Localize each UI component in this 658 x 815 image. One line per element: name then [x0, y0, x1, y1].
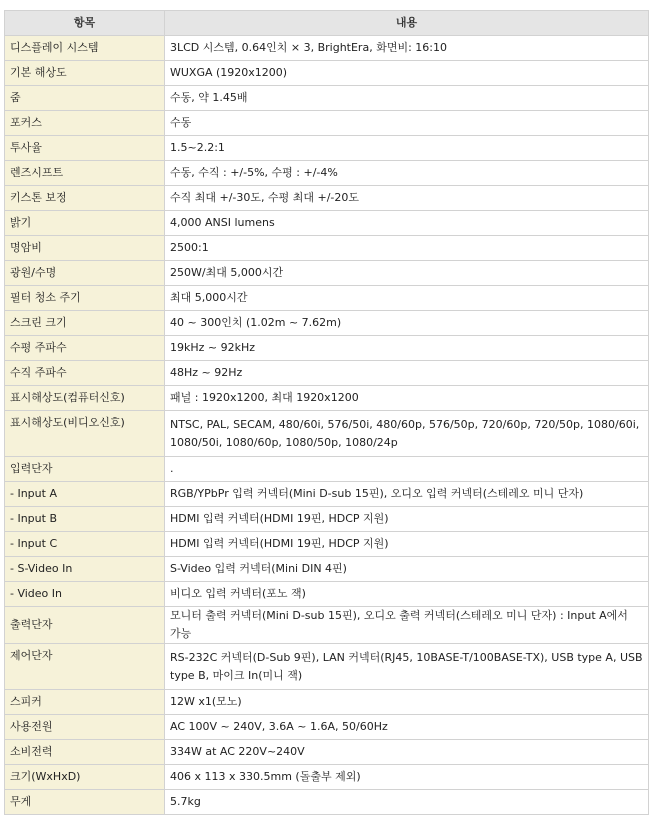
- spec-value-throw-ratio: 1.5~2.2:1: [165, 136, 649, 161]
- spec-value-lamp-life: 250W/최대 5,000시간: [165, 261, 649, 286]
- spec-value-input-a: RGB/YPbPr 입력 커넥터(Mini D-sub 15핀), 오디오 입력 커넥터(스테레오 미니 단자): [165, 482, 649, 507]
- spec-key-power-supply: 사용전원: [5, 715, 165, 740]
- spec-key-input-terminals: 입력단자: [5, 457, 165, 482]
- spec-key-filter-cleaning: 필터 청소 주기: [5, 286, 165, 311]
- spec-value-output-terminals: 모니터 출력 커넥터(Mini D-sub 15핀), 오디오 출력 커넥터(스테레오 미니 단자) : Input A에서 가능: [165, 607, 649, 644]
- spec-value-control-terminals: RS-232C 커넥터(D-Sub 9핀), LAN 커넥터(RJ45, 10BASE-T/100BASE-TX), USB type A, USB type B, 마이크 In(미니 잭): [165, 644, 649, 690]
- spec-key-screen-size: 스크린 크기: [5, 311, 165, 336]
- spec-key-vertical-frequency: 수직 주파수: [5, 361, 165, 386]
- spec-value-input-terminals: .: [165, 457, 649, 482]
- spec-key-contrast: 명암비: [5, 236, 165, 261]
- spec-key-power-consumption: 소비전력: [5, 740, 165, 765]
- header-item: 항목: [5, 11, 165, 36]
- spec-value-power-consumption: 334W at AC 220V~240V: [165, 740, 649, 765]
- spec-key-video-signal-resolution: 표시해상도(비디오신호): [5, 411, 165, 457]
- spec-value-screen-size: 40 ~ 300인치 (1.02m ~ 7.62m): [165, 311, 649, 336]
- spec-key-computer-signal-resolution: 표시해상도(컴퓨터신호): [5, 386, 165, 411]
- spec-value-horizontal-frequency: 19kHz ~ 92kHz: [165, 336, 649, 361]
- spec-value-video-signal-resolution: NTSC, PAL, SECAM, 480/60i, 576/50i, 480/60p, 576/50p, 720/60p, 720/50p, 1080/60i, 1080/50i, 1080/60p, 1080/50p, 1080/24p: [165, 411, 649, 457]
- header-row: [5, 11, 649, 36]
- spec-key-control-terminals: 제어단자: [5, 644, 165, 690]
- spec-key-horizontal-frequency: 수평 주파수: [5, 336, 165, 361]
- spec-value-s-video-in: S-Video 입력 커넥터(Mini DIN 4핀): [165, 557, 649, 582]
- spec-rows: [5, 36, 649, 815]
- spec-value-input-c: HDMI 입력 커넥터(HDMI 19핀, HDCP 지원): [165, 532, 649, 557]
- spec-table: [4, 10, 649, 815]
- spec-key-lamp-life: 광원/수명: [5, 261, 165, 286]
- spec-key-native-resolution: 기본 해상도: [5, 61, 165, 86]
- spec-value-video-in: 비디오 입력 커넥터(포노 잭): [165, 582, 649, 607]
- spec-key-brightness: 밝기: [5, 211, 165, 236]
- spec-value-native-resolution: WUXGA (1920x1200): [165, 61, 649, 86]
- spec-key-zoom: 줌: [5, 86, 165, 111]
- spec-value-dimensions: 406 x 113 x 330.5mm (돌출부 제외): [165, 765, 649, 790]
- spec-key-focus: 포커스: [5, 111, 165, 136]
- spec-value-filter-cleaning: 최대 5,000시간: [165, 286, 649, 311]
- spec-key-weight: 무게: [5, 790, 165, 815]
- spec-key-speaker: 스피커: [5, 690, 165, 715]
- spec-value-weight: 5.7kg: [165, 790, 649, 815]
- spec-value-vertical-frequency: 48Hz ~ 92Hz: [165, 361, 649, 386]
- spec-key-video-in: - Video In: [5, 582, 165, 607]
- spec-value-lens-shift: 수동, 수직 : +/-5%, 수평 : +/-4%: [165, 161, 649, 186]
- spec-value-keystone: 수직 최대 +/-30도, 수평 최대 +/-20도: [165, 186, 649, 211]
- spec-value-brightness: 4,000 ANSI lumens: [165, 211, 649, 236]
- spec-value-speaker: 12W x1(모노): [165, 690, 649, 715]
- spec-value-zoom: 수동, 약 1.45배: [165, 86, 649, 111]
- spec-key-input-a: - Input A: [5, 482, 165, 507]
- spec-key-input-b: - Input B: [5, 507, 165, 532]
- spec-value-computer-signal-resolution: 패널 : 1920x1200, 최대 1920x1200: [165, 386, 649, 411]
- spec-key-lens-shift: 렌즈시프트: [5, 161, 165, 186]
- spec-key-display-system: 디스플레이 시스템: [5, 36, 165, 61]
- spec-value-display-system: 3LCD 시스템, 0.64인치 × 3, BrightEra, 화면비: 16:10: [165, 36, 649, 61]
- spec-key-throw-ratio: 투사율: [5, 136, 165, 161]
- spec-key-s-video-in: - S-Video In: [5, 557, 165, 582]
- spec-value-input-b: HDMI 입력 커넥터(HDMI 19핀, HDCP 지원): [165, 507, 649, 532]
- spec-key-dimensions: 크기(WxHxD): [5, 765, 165, 790]
- header-content: 내용: [165, 11, 649, 36]
- spec-value-focus: 수동: [165, 111, 649, 136]
- spec-key-keystone: 키스톤 보정: [5, 186, 165, 211]
- spec-key-input-c: - Input C: [5, 532, 165, 557]
- spec-key-output-terminals: 출력단자: [5, 607, 165, 644]
- spec-value-contrast: 2500:1: [165, 236, 649, 261]
- spec-value-power-supply: AC 100V ~ 240V, 3.6A ~ 1.6A, 50/60Hz: [165, 715, 649, 740]
